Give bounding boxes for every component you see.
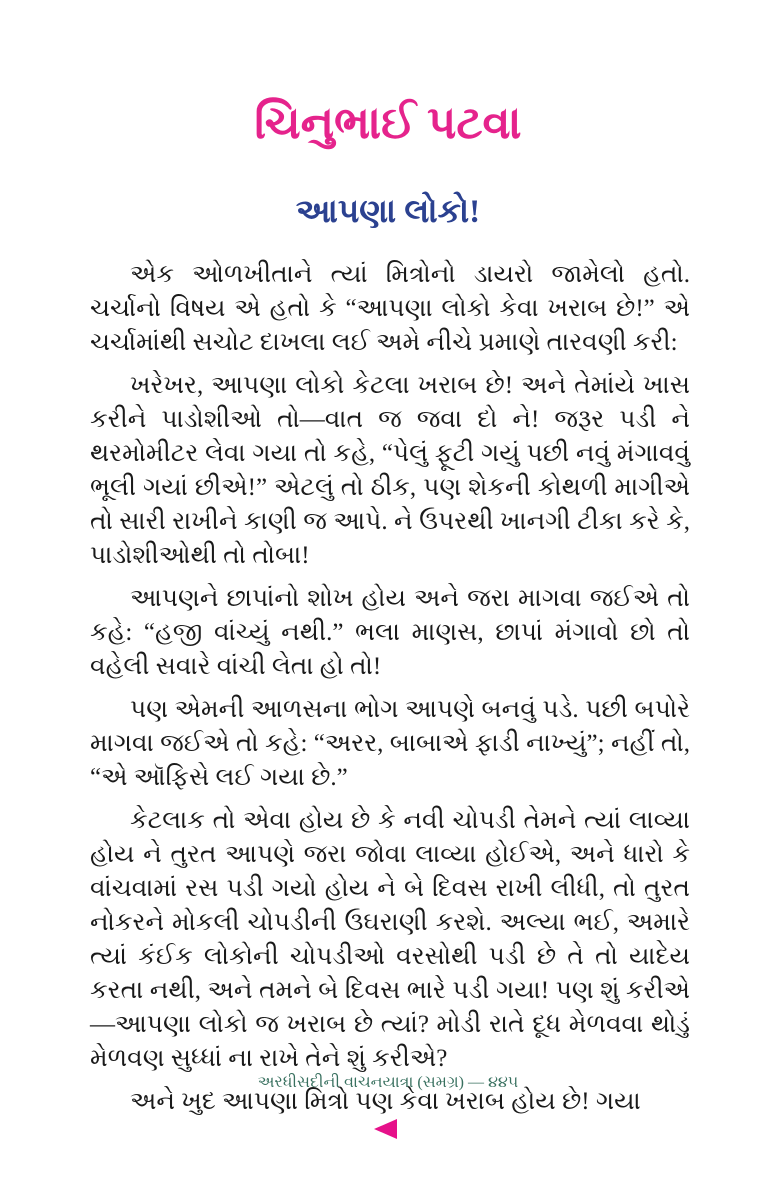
previous-page-triangle-icon[interactable] <box>374 1119 397 1139</box>
paragraph-5: કેટલાક તો એવા હોય છે કે નવી ચોપડી તેમને ત્યાં લાવ્યા હોય ને તુરત આપણે જરા જોવા લાવ્યા હોઈએ, અને ધારો કે વાંચવામાં રસ પડી ગયો હોય ને બે દિવસ રાખી લીધી, તો તુરત નોકરને મોકલી ચોપડીની ઉઘરાણી કરશે. અલ્યા ભઈ, અમારે ત્યાં કંઈક લોકોની ચોપડીઓ વરસોથી પડી છે તે તો યાદેય કરતા નથી, અને તમને બે દિવસ ભારે પડી ગયા! પણ શું કરીએ—આપણા લોકો જ ખરાબ છે ત્યાં? મોડી રાતે દૂધ મેળવવા થોડું મેળવણ સુધ્ધાં ના રાખે તેને શું કરીએ? <box>90 807 690 1072</box>
book-footer-pagenumber: અરધીસદીની વાચનયાત્રા (સમગ્ર) — ૪૪૫ <box>257 1074 519 1091</box>
paragraph-2: ખરેખર, આપણા લોકો કેટલા ખરાબ છે! અને તેમાંયે ખાસ કરીને પાડોશીઓ તો—વાત જ જવા દો ને! જરૂર પડી ને થરમોમીટર લેવા ગયા તો કહે, “પેલું ફૂટી ગયું પછી નવું મંગાવવું ભૂલી ગયાં છીએ!” એટલું તો ઠીક, પણ શેકની કોથળી માગીએ તો સારી રાખીને કાણી જ આપે. ને ઉપરથી ખાનગી ટીકા કરે કે, પાડોશીઓથી તો તોબા! <box>90 372 690 569</box>
story-title: આપણા લોકો! <box>295 194 481 230</box>
paragraph-1: એક ઓળખીતાને ત્યાં મિત્રોનો ડાયરો જામેલો હતો. ચર્ચાનો વિષય એ હતો કે “આપણા લોકો કેવા ખરાબ છે!” એ ચર્ચામાંથી સચોટ દાખલા લઈ અમે નીચે પ્રમાણે તારવણી કરી: <box>90 261 690 356</box>
story-body <box>90 258 690 1128</box>
paragraph-4: પણ એમની આળસના ભોગ આપણે બનવું પડે. પછી બપોરે માગવા જઈએ તો કહે: “અરર, બાબાએ ફાડી નાખ્યું”; નહીં તો, “એ ઑફિસે લઈ ગયા છે.” <box>90 696 690 791</box>
author-title: ચિનુભાઈ પટવા <box>254 98 522 148</box>
paragraph-3: આપણને છાપાંનો શોખ હોય અને જરા માગવા જઈએ તો કહે: “હજી વાંચ્યું નથી.” ભલા માણસ, છાપાં મંગાવો છો તો વહેલી સવારે વાંચી લેતા હો તો! <box>90 585 690 680</box>
paragraph-6: અને ખુદ આપણા મિત્રો પણ કેવા ખરાબ હોય છે! ગયા <box>130 1088 641 1115</box>
